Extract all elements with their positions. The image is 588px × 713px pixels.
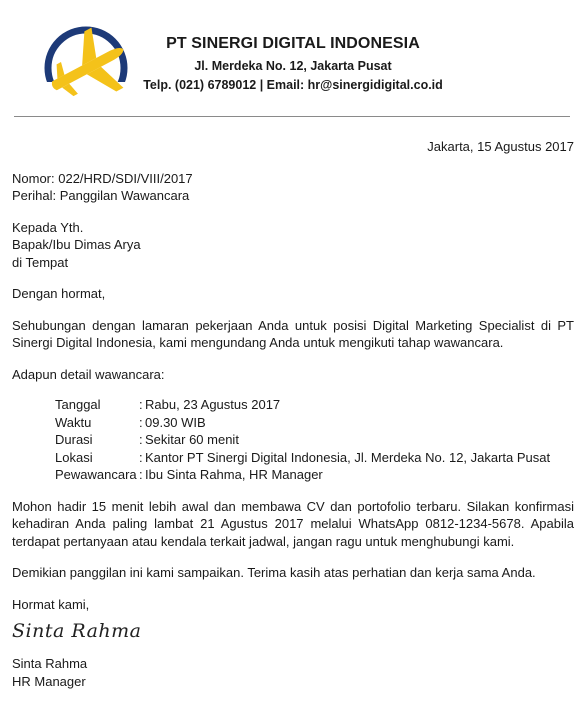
- detail-label: Pewawancara: [55, 467, 137, 482]
- company-address: Jl. Merdeka No. 12, Jakarta Pusat: [194, 59, 392, 73]
- detail-value: Ibu Sinta Rahma, HR Manager: [145, 467, 323, 482]
- recipient-line-3: di Tempat: [12, 254, 69, 270]
- recipient-line-1: Kepada Yth.: [12, 219, 84, 235]
- details-intro: Adapun detail wawancara:: [12, 366, 165, 382]
- detail-colon: :: [139, 432, 143, 447]
- detail-colon: :: [139, 467, 143, 482]
- paragraph-closing: Demikian panggilan ini kami sampaikan. Terima kasih atas perhatian dan kerja sama Anda.: [12, 565, 536, 580]
- header-divider: [14, 116, 570, 117]
- detail-value: 09.30 WIB: [145, 414, 206, 430]
- letter-subject: Perihal: Panggilan Wawancara: [12, 188, 190, 203]
- detail-label: Tanggal: [55, 397, 101, 412]
- letter-number: Nomor: 022/HRD/SDI/VIII/2017: [12, 170, 193, 186]
- detail-value: Sekitar 60 menit: [145, 432, 239, 447]
- detail-value: Rabu, 23 Agustus 2017: [145, 397, 281, 412]
- detail-row-durasi: [55, 431, 550, 449]
- signer-name: Sinta Rahma: [12, 656, 88, 671]
- detail-colon: :: [139, 449, 143, 465]
- detail-row-pewawancara: [55, 466, 550, 484]
- detail-row-lokasi: [55, 449, 550, 467]
- detail-label: Lokasi: [55, 449, 93, 465]
- signer-title: HR Manager: [12, 673, 86, 689]
- detail-label: Waktu: [55, 414, 92, 430]
- letter-body: [12, 138, 574, 690]
- detail-colon: :: [139, 397, 143, 412]
- interview-details: [55, 396, 550, 484]
- company-name: PT SINERGI DIGITAL INDONESIA: [166, 35, 420, 52]
- handwritten-signature: Sinta Rahma: [12, 620, 142, 642]
- paragraph-invitation: Sehubungan dengan lamaran pekerjaan Anda untuk posisi Digital Marketing Specialist di PT Sinergi Digital Indonesia, kami mengundang Anda untuk mengikuti tahap wawancara.: [12, 317, 574, 350]
- paragraph-instructions: Mohon hadir 15 menit lebih awal dan membawa CV dan portofolio terbaru. Silakan konfirmasi kehadiran Anda paling lambat 21 Agustus 2017 melalui WhatsApp 0812-1234-5678. Apabila terdapat pertanyaan atau kendala terkait jadwal, jangan ragu untuk menghubungi kami.: [12, 498, 574, 549]
- detail-colon: :: [139, 414, 143, 430]
- detail-row-tanggal: [55, 396, 550, 414]
- company-logo: [40, 24, 136, 116]
- greeting: Dengan hormat,: [12, 286, 106, 301]
- recipient-name: Bapak/Ibu Dimas Arya: [12, 237, 141, 252]
- letterhead: [128, 35, 458, 92]
- detail-label: Durasi: [55, 432, 93, 447]
- detail-value: Kantor PT Sinergi Digital Indonesia, Jl. Merdeka No. 12, Jakarta Pusat: [145, 449, 551, 465]
- detail-row-waktu: [55, 414, 550, 432]
- letter-date: Jakarta, 15 Agustus 2017: [427, 139, 574, 154]
- company-contact: Telp. (021) 6789012 | Email: hr@sinergidigital.co.id: [143, 78, 443, 92]
- closing-salutation: Hormat kami,: [12, 596, 90, 612]
